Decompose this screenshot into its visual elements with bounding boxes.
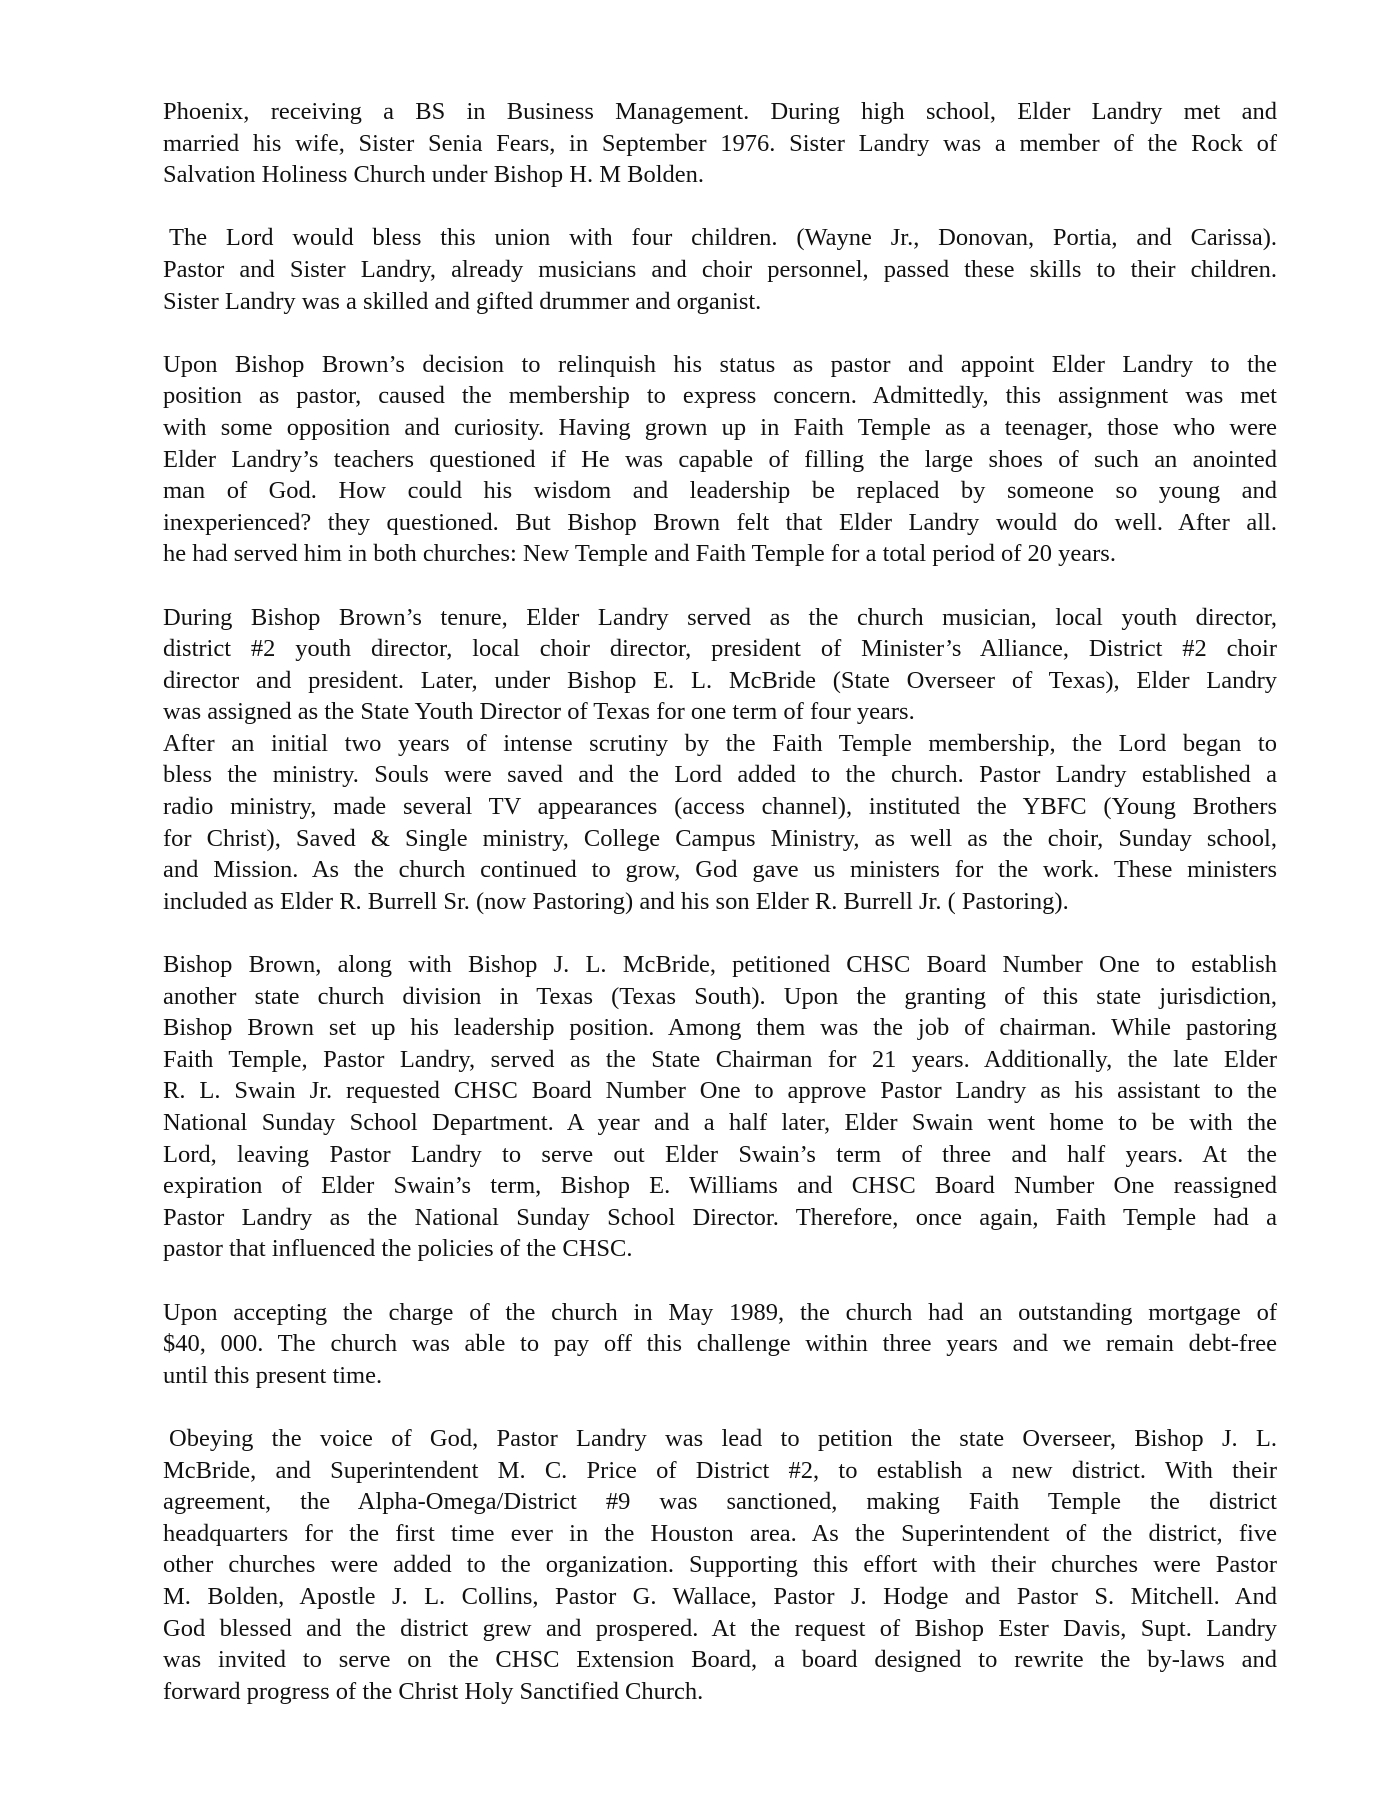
text-line: The Lord would bless this union with four children. (Wayne Jr., Donovan, Portia, and Carissa).	[169, 224, 1277, 252]
text-line: Pastor Landry as the National Sunday School Director. Therefore, once again, Faith Temple had a	[163, 1203, 1277, 1231]
text-line: was invited to serve on the CHSC Extension Board, a board designed to rewrite the by-laws and	[163, 1646, 1277, 1674]
paragraph-state-division	[163, 949, 1277, 1265]
text-line: was assigned as the State Youth Director of Texas for one term of four years.	[163, 698, 915, 726]
text-line: director and president. Later, under Bishop E. L. McBride (State Overseer of Texas), Elder Landry	[163, 666, 1277, 694]
paragraph-new-district	[163, 1423, 1277, 1707]
text-line: for Christ), Saved & Single ministry, College Campus Ministry, as well as the choir, Sunday school,	[163, 824, 1277, 852]
text-line: Sister Landry was a skilled and gifted drummer and organist.	[163, 287, 762, 315]
text-line: Pastor and Sister Landry, already musicians and choir personnel, passed these skills to their children.	[163, 255, 1277, 283]
text-line: $40, 000. The church was able to pay off this challenge within three years and we remain debt-free	[163, 1330, 1277, 1358]
text-line: other churches were added to the organization. Supporting this effort with their churches were Pastor	[163, 1551, 1277, 1579]
text-line: God blessed and the district grew and prospered. At the request of Bishop Ester Davis, Supt. Landry	[163, 1614, 1277, 1642]
text-line: headquarters for the first time ever in the Houston area. As the Superintendent of the district, five	[163, 1519, 1277, 1547]
text-line: After an initial two years of intense scrutiny by the Faith Temple membership, the Lord began to	[163, 729, 1277, 757]
text-line: man of God. How could his wisdom and leadership be replaced by someone so young and	[163, 477, 1277, 505]
text-line: Upon Bishop Brown’s decision to relinquish his status as pastor and appoint Elder Landry to the	[163, 350, 1277, 378]
text-line: Bishop Brown set up his leadership position. Among them was the job of chairman. While pastoring	[163, 1014, 1277, 1042]
paragraph-ministry-growth	[163, 728, 1277, 918]
text-line: married his wife, Sister Senia Fears, in September 1976. Sister Landry was a member of the Rock of	[163, 129, 1277, 157]
paragraph-education-marriage	[163, 96, 1277, 191]
text-line: McBride, and Superintendent M. C. Price of District #2, to establish a new district. With their	[163, 1456, 1277, 1484]
text-line: until this present time.	[163, 1361, 383, 1389]
text-line: pastor that influenced the policies of the CHSC.	[163, 1235, 633, 1263]
text-line: Elder Landry’s teachers questioned if He was capable of filling the large shoes of such an anointed	[163, 445, 1277, 473]
text-line: Lord, leaving Pastor Landry to serve out Elder Swain’s term of three and half years. At the	[163, 1140, 1277, 1168]
text-line: position as pastor, caused the membership to express concern. Admittedly, this assignment was met	[163, 382, 1277, 410]
text-line: Salvation Holiness Church under Bishop H. M Bolden.	[163, 161, 705, 189]
document-page	[163, 96, 1277, 1739]
paragraph-tenure	[163, 602, 1277, 728]
text-line: district #2 youth director, local choir director, president of Minister’s Alliance, District #2 choir	[163, 635, 1277, 663]
text-line: with some opposition and curiosity. Having grown up in Faith Temple as a teenager, those who were	[163, 413, 1277, 441]
text-line: forward progress of the Christ Holy Sanctified Church.	[163, 1677, 704, 1705]
text-line: National Sunday School Department. A year and a half later, Elder Swain went home to be with the	[163, 1109, 1277, 1136]
text-line: M. Bolden, Apostle J. L. Collins, Pastor G. Wallace, Pastor J. Hodge and Pastor S. Mitchell. And	[163, 1582, 1277, 1610]
text-line: bless the ministry. Souls were saved and the Lord added to the church. Pastor Landry established a	[163, 761, 1277, 789]
text-line: agreement, the Alpha-Omega/District #9 was sanctioned, making Faith Temple the district	[163, 1488, 1277, 1516]
text-line: and Mission. As the church continued to grow, God gave us ministers for the work. These ministers	[163, 856, 1277, 884]
text-line: inexperienced? they questioned. But Bishop Brown felt that Elder Landry would do well. After all.	[163, 508, 1277, 536]
text-line: radio ministry, made several TV appearances (access channel), instituted the YBFC (Young Brothers	[163, 793, 1277, 821]
text-line: Faith Temple, Pastor Landry, served as the State Chairman for 21 years. Additionally, the late Elder	[163, 1045, 1277, 1073]
text-line: Phoenix, receiving a BS in Business Management. During high school, Elder Landry met and	[163, 98, 1277, 125]
text-line: he had served him in both churches: New Temple and Faith Temple for a total period of 20 years.	[163, 540, 1116, 568]
text-line: Obeying the voice of God, Pastor Landry was lead to petition the state Overseer, Bishop J. L.	[169, 1424, 1277, 1452]
text-line: included as Elder R. Burrell Sr. (now Pastoring) and his son Elder R. Burrell Jr. ( Pastoring).	[163, 887, 1069, 915]
paragraph-appointment	[163, 349, 1277, 570]
paragraph-mortgage	[163, 1297, 1277, 1392]
text-line: R. L. Swain Jr. requested CHSC Board Number One to approve Pastor Landry as his assistant to the	[163, 1077, 1277, 1105]
text-line: Bishop Brown, along with Bishop J. L. McBride, petitioned CHSC Board Number One to establish	[163, 951, 1277, 979]
text-line: expiration of Elder Swain’s term, Bishop E. Williams and CHSC Board Number One reassigned	[163, 1172, 1277, 1200]
text-line: During Bishop Brown’s tenure, Elder Landry served as the church musician, local youth director,	[163, 603, 1277, 631]
text-line: Upon accepting the charge of the church in May 1989, the church had an outstanding mortgage of	[163, 1298, 1277, 1326]
paragraph-children	[163, 222, 1277, 317]
text-line: another state church division in Texas (Texas South). Upon the granting of this state jurisdiction,	[163, 982, 1277, 1010]
